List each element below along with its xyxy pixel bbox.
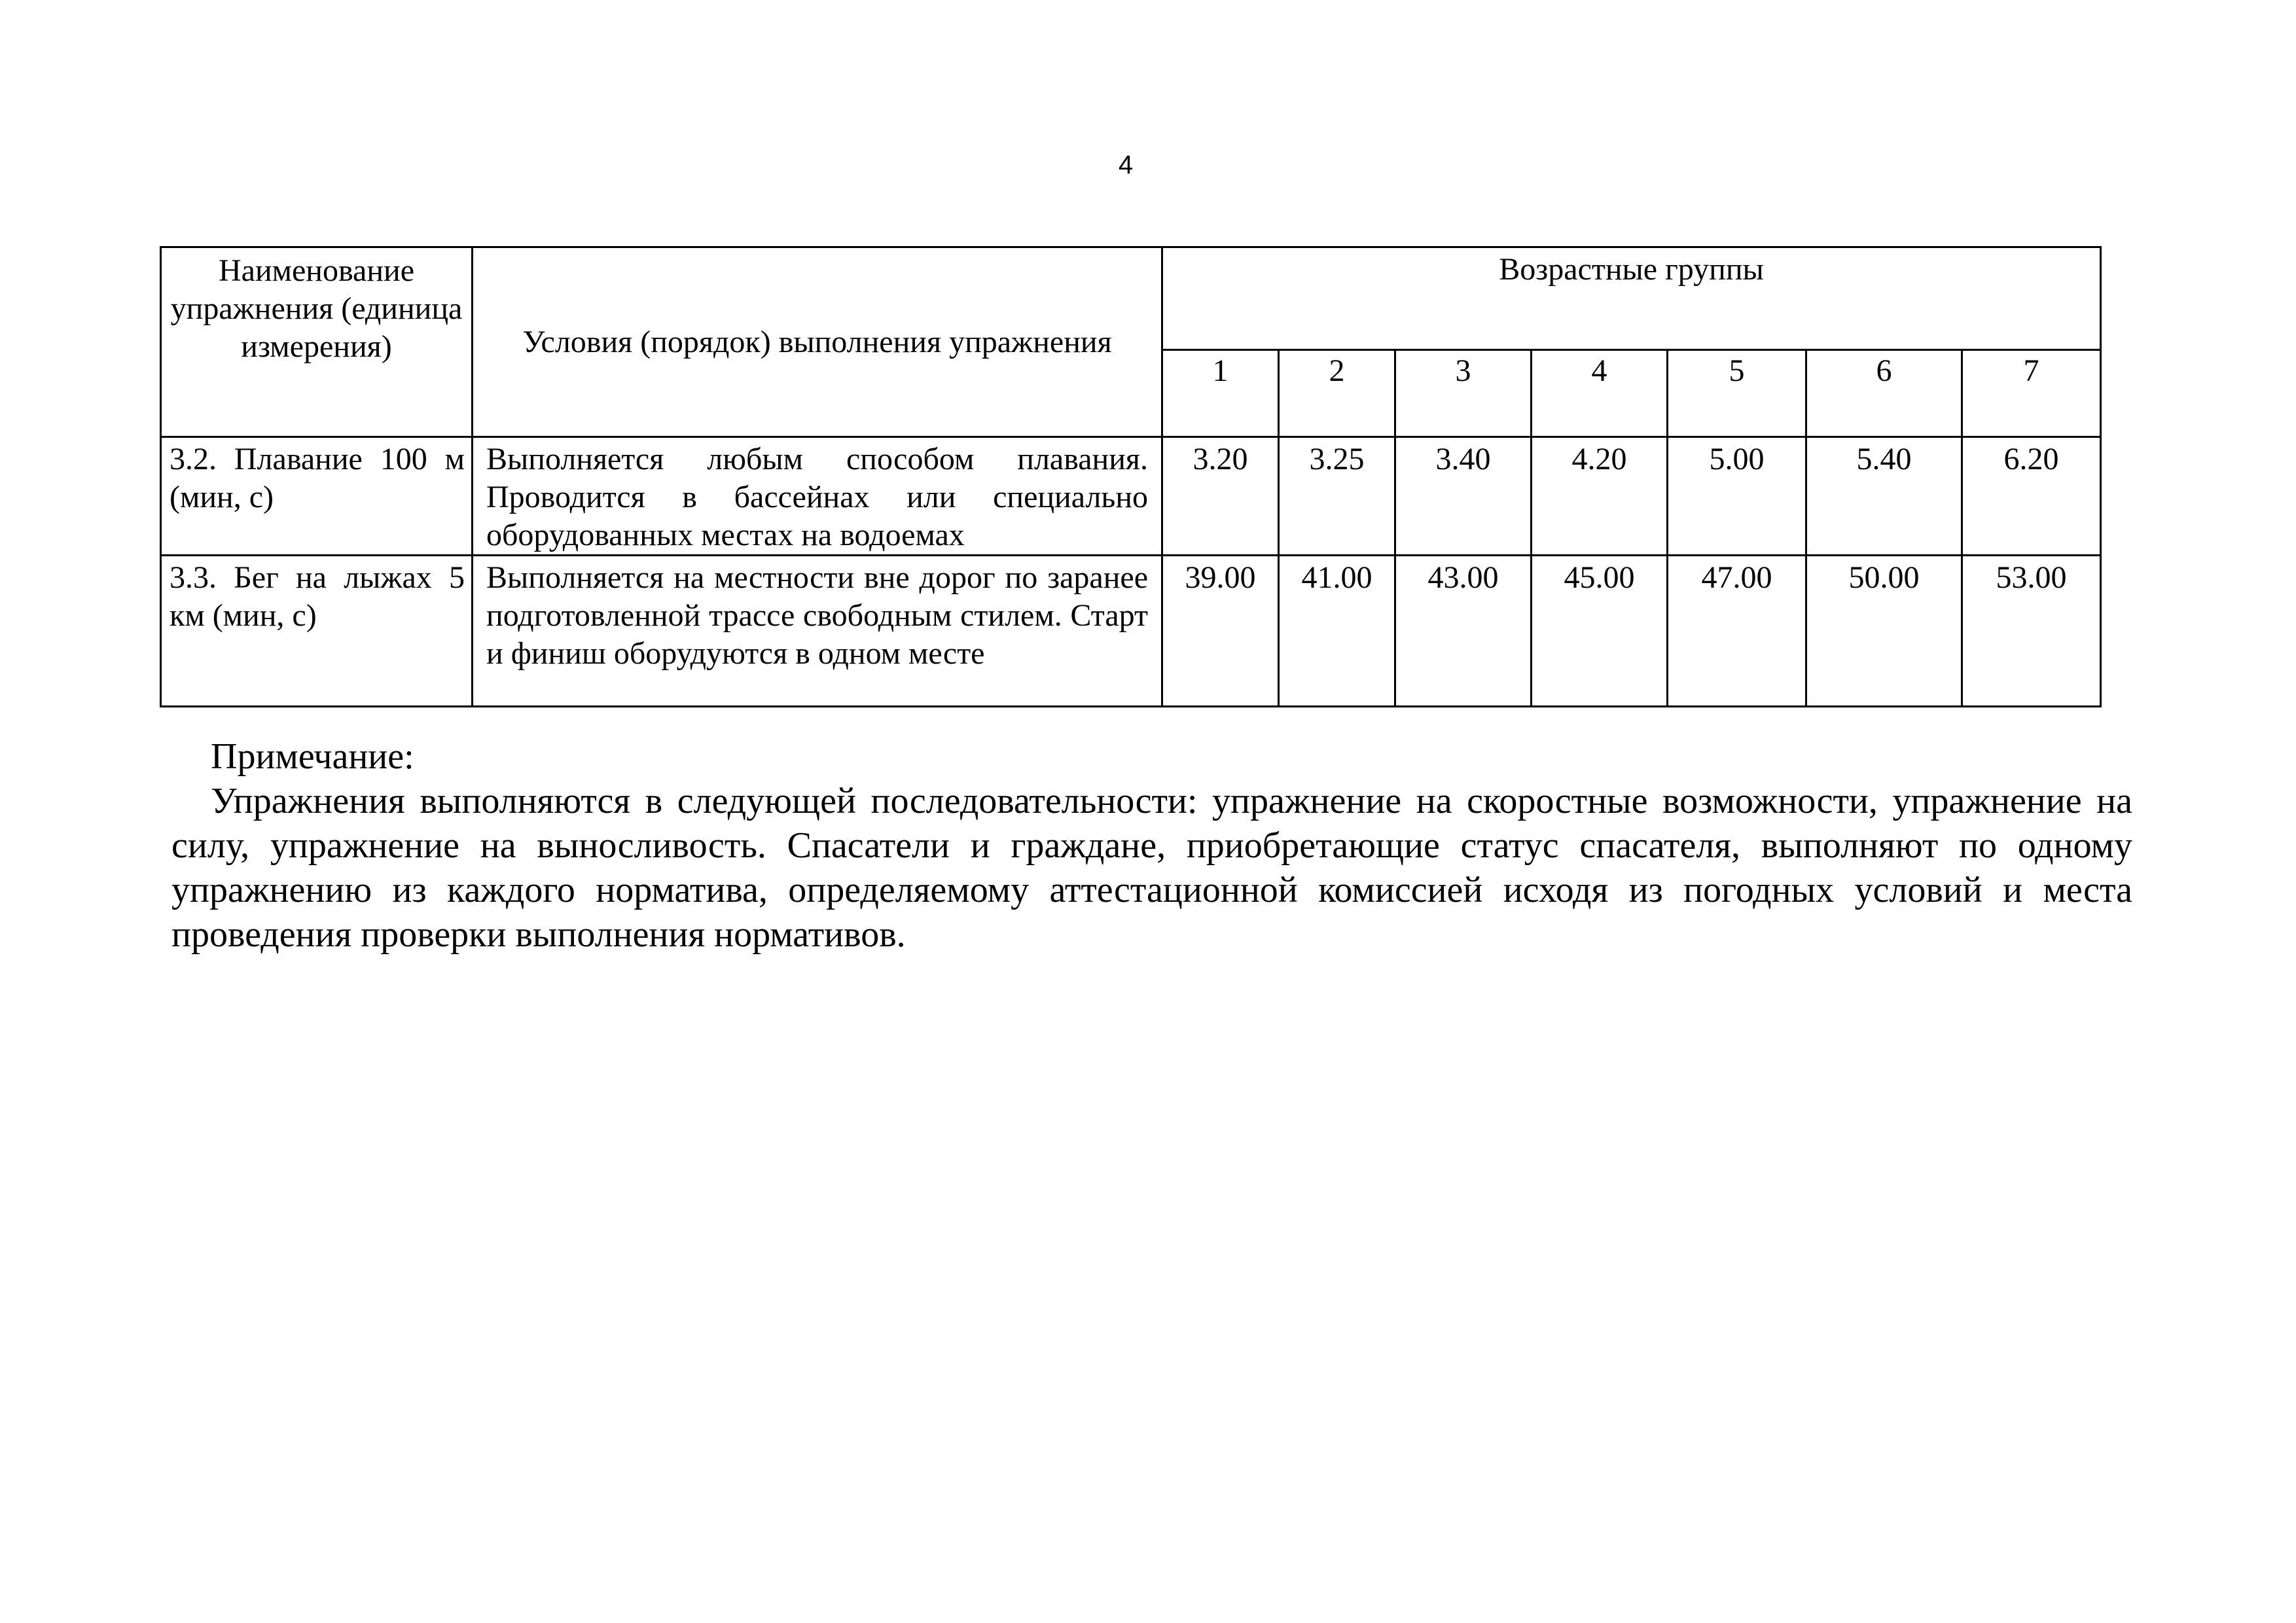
- norm-value: 53.00: [1962, 556, 2101, 707]
- norm-value: 4.20: [1532, 437, 1668, 556]
- norm-value: 43.00: [1395, 556, 1532, 707]
- exercise-name: 3.2. Плавание 100 м (мин, с): [161, 437, 473, 556]
- norm-value: 50.00: [1806, 556, 1962, 707]
- norm-value: 3.20: [1162, 437, 1279, 556]
- note-section: [171, 734, 2132, 957]
- header-group-6: 6: [1806, 350, 1962, 437]
- norm-value: 41.00: [1279, 556, 1395, 707]
- header-exercise-name: Наименование упражнения (единица измерения): [161, 247, 473, 437]
- norm-value: 3.25: [1279, 437, 1395, 556]
- norm-value: 5.40: [1806, 437, 1962, 556]
- header-group-4: 4: [1532, 350, 1668, 437]
- header-conditions: Условия (порядок) выполнения упражнения: [473, 247, 1162, 437]
- norm-value: 5.00: [1668, 437, 1806, 556]
- header-group-7: 7: [1962, 350, 2101, 437]
- note-text: Упражнения выполняются в следующей последовательности: упражнение на скоростные возможности, упражнение на силу, упражнение на выносливость. Спасатели и граждане, приобретающие статус спасателя, выполняют по одному упражнению из каждого норматива, определяемому аттестационной комиссией исходя из погодных условий и места проведения проверки выполнения нормативов.: [171, 781, 2132, 955]
- exercise-conditions: Выполняется любым способом плавания. Проводится в бассейнах или специально оборудованных местах на водоемах: [473, 437, 1162, 556]
- exercise-conditions: Выполняется на местности вне дорог по заранее подготовленной трассе свободным стилем. Старт и финиш оборудуются в одном месте: [473, 556, 1162, 707]
- table-row: [161, 437, 2101, 556]
- header-group-3: 3: [1395, 350, 1532, 437]
- norm-value: 47.00: [1668, 556, 1806, 707]
- header-age-groups: Возрастные группы: [1162, 247, 2101, 350]
- norm-value: 39.00: [1162, 556, 1279, 707]
- table-row: [161, 556, 2101, 707]
- note-title: Примечание:: [211, 736, 414, 777]
- norms-table: [160, 246, 2102, 707]
- header-group-5: 5: [1668, 350, 1806, 437]
- header-group-1: 1: [1162, 350, 1279, 437]
- norm-value: 3.40: [1395, 437, 1532, 556]
- header-group-2: 2: [1279, 350, 1395, 437]
- norm-value: 6.20: [1962, 437, 2101, 556]
- table-header-row: [161, 247, 2101, 350]
- norm-value: 45.00: [1532, 556, 1668, 707]
- page-number: 4: [1118, 151, 1134, 179]
- exercise-name: 3.3. Бег на лыжах 5 км (мин, с): [161, 556, 473, 707]
